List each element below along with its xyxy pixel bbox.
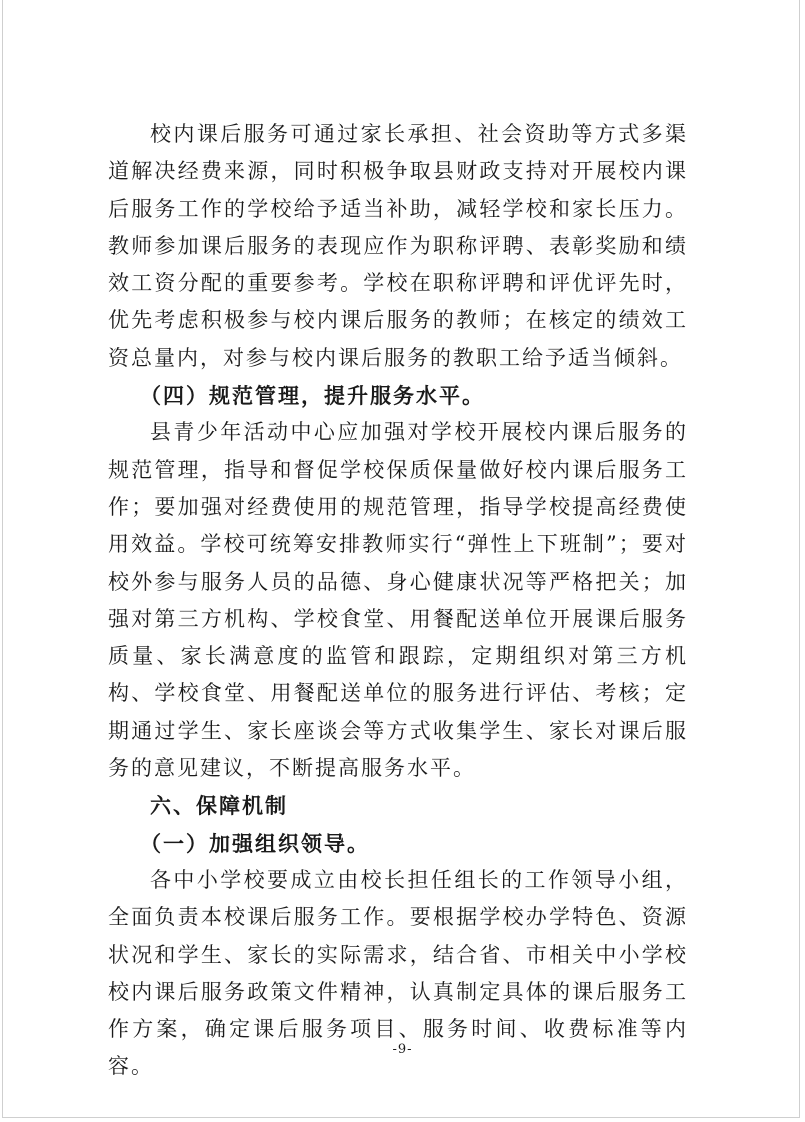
- section-heading-guarantee-mechanism: 六、保障机制: [150, 793, 288, 819]
- section-heading-organization-leadership: （一）加强组织领导。: [140, 830, 370, 856]
- paragraph-leadership: 各中小学校要成立由校长担任组长的工作领导小组，全面负责本校课后服务工作。要根据学校办学特色、资源状况和学生、家长的实际需求，结合省、市相关中小学校校内课后服务政策文件精神，认真制定具体的课后服务工作方案，确定课后服务项目、服务时间、收费标准等内容。: [108, 867, 688, 1079]
- paragraph-management: 县青少年活动中心应加强对学校开展校内课后服务的规范管理，指导和督促学校保质保量做好校内课后服务工作；要加强对经费使用的规范管理，指导学校提高经费使用效益。学校可统筹安排教师实行“弹性上下班制”；要对校外参与服务人员的品德、身心健康状况等严格把关；加强对第三方机构、学校食堂、用餐配送单位开展课后服务质量、家长满意度的监管和跟踪，定期组织对第三方机构、学校食堂、用餐配送单位的服务进行评估、考核；定期通过学生、家长座谈会等方式收集学生、家长对课后服务的意见建议，不断提高服务水平。: [108, 420, 688, 781]
- paragraph-funding: 校内课后服务可通过家长承担、社会资助等方式多渠道解决经费来源，同时积极争取县财政支持对开展校内课后服务工作的学校给予适当补助，减轻学校和家长压力。教师参加课后服务的表现应作为职称评聘、表彰奖励和绩效工资分配的重要参考。学校在职称评聘和评优评先时，优先考虑积极参与校内课后服务的教师；在核定的绩效工资总量内，对参与校内课后服务的教职工给予适当倾斜。: [108, 122, 688, 370]
- page-number: -9-: [392, 1042, 413, 1057]
- section-heading-standardize-management: （四）规范管理，提升服务水平。: [140, 383, 485, 409]
- document-body: [108, 116, 688, 1086]
